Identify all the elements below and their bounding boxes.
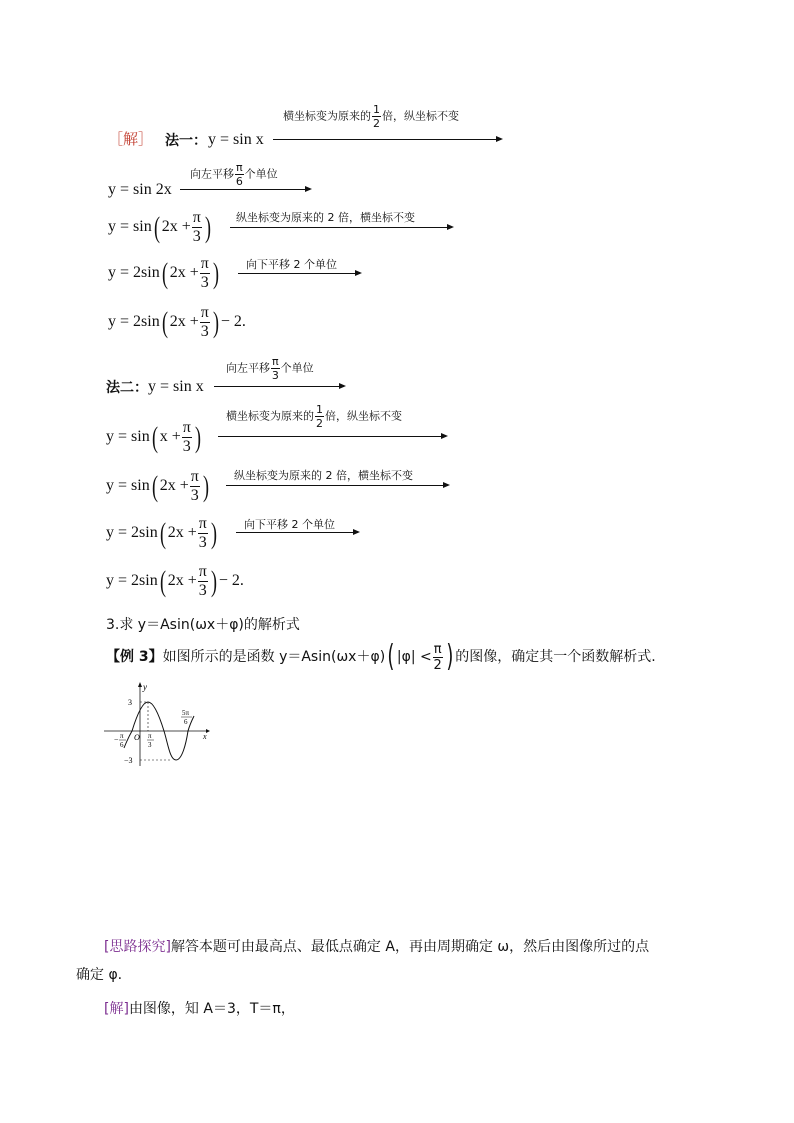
solution-line: [解]由图像，知 A＝3，T＝π， [104, 1001, 295, 1017]
min-label: −3 [124, 756, 133, 765]
method1-line4: y = 2sin( 2x + $\frac{\pi}{3}$ ) [108, 255, 219, 291]
method1-start-expr: y = sin x [208, 131, 264, 148]
method2-step1-arrow [214, 386, 344, 387]
method2-line3: y = sin( 2x + $\frac{\pi}{3}$ ) [106, 468, 209, 504]
method2-step3-caption: 纵坐标变为原来的 2 倍，横坐标不变 [234, 469, 413, 482]
left-zero-den: 6 [120, 741, 124, 749]
method2-label: 法二： [106, 380, 148, 396]
method1-step1-caption: 横坐标变为原来的 $\frac{1}{2}$ 倍，纵坐标不变 [283, 103, 459, 130]
method2-step2-caption: 横坐标变为原来的 $\frac{1}{2}$ 倍，纵坐标不变 [226, 403, 402, 430]
x-axis-label: x [203, 732, 207, 741]
section3-heading: 3.求 y＝Asin(ωx＋φ)的解析式 [106, 617, 300, 633]
right-x-den: 6 [184, 718, 188, 726]
method2-step3-arrow [226, 485, 448, 486]
thinking-line2: 确定 φ. [76, 967, 123, 983]
method1-step3-caption: 纵坐标变为原来的 2 倍，横坐标不变 [236, 211, 415, 224]
method2-step4-caption: 向下平移 2 个单位 [244, 518, 335, 531]
method2-start-expr: y = sin x [148, 378, 204, 395]
thinking-tag: [思路探究] [104, 939, 171, 955]
left-zero-num: π [120, 732, 124, 740]
sine-graph [100, 680, 220, 770]
method2-step2-arrow [218, 436, 446, 437]
left-zero-sign: − [114, 735, 119, 744]
method1-label: 法一： [165, 133, 207, 149]
solution-tag: [解] [104, 1001, 129, 1017]
y-axis-arrow [138, 682, 142, 687]
x-axis-arrow [206, 729, 210, 733]
method1-step2-arrow [180, 189, 310, 190]
method1-step4-arrow [238, 273, 360, 274]
method1-step1-arrow [273, 139, 501, 140]
method2-step4-arrow [236, 532, 358, 533]
peak-x-num: π [148, 732, 152, 740]
max-label: 3 [128, 698, 132, 707]
method2-step1-caption: 向左平移 $\frac{\pi}{3}$ 个单位 [226, 355, 314, 382]
method2-line5: y = 2sin( 2x + $\frac{\pi}{3}$ ) − 2. [106, 563, 244, 599]
method1-step2-caption: 向左平移 $\frac{\pi}{6}$ 个单位 [190, 161, 278, 188]
method1-line3: y = sin( 2x + $\frac{\pi}{3}$ ) [108, 209, 211, 245]
thinking-line1: [思路探究]解答本题可由最高点、最低点确定 A，再由周期确定 ω，然后由图像所过的点 [104, 939, 650, 955]
method2-line2: y = sin( x + $\frac{\pi}{3}$ ) [106, 419, 201, 455]
peak-x-den: 3 [148, 741, 152, 749]
y-axis-label: y [143, 682, 147, 692]
method1-step4-caption: 向下平移 2 个单位 [246, 258, 337, 271]
right-x-num: 5π [182, 709, 190, 717]
method1-line2: y = sin 2x [108, 181, 172, 198]
method1-jie-tag: ［解］ [108, 130, 154, 148]
example3-statement: 【例 3】如图所示的是函数 y＝Asin(ωx＋φ)( |φ| < $\frac{\pi}{2}$ ) 的图像，确定其一个函数解析式. [106, 639, 656, 674]
method1-step3-arrow [230, 227, 452, 228]
method2-line4: y = 2sin( 2x + $\frac{\pi}{3}$ ) [106, 515, 217, 551]
origin-label: O [134, 733, 140, 742]
method1-line5: y = 2sin( 2x + $\frac{\pi}{3}$ ) − 2. [108, 304, 246, 340]
